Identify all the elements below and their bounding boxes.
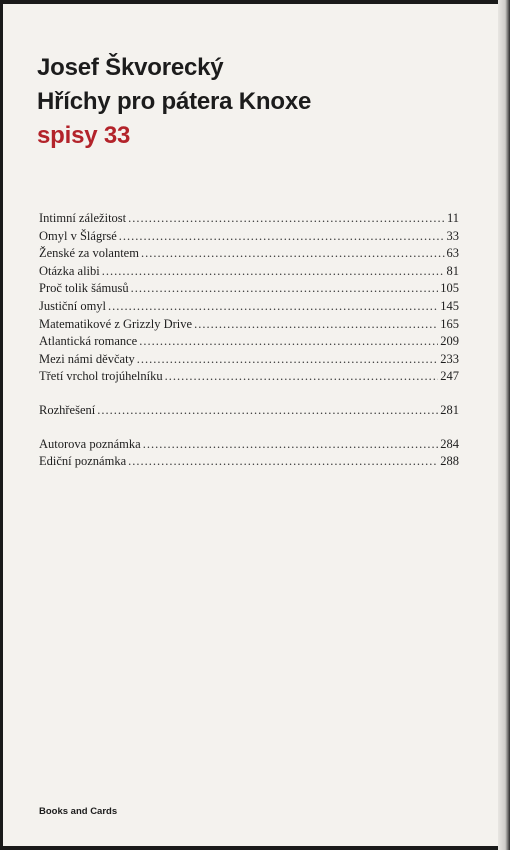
book-title: Hříchy pro pátera Knoxe xyxy=(37,88,312,115)
series-label: spisy 33 xyxy=(37,122,131,149)
toc-entry xyxy=(39,333,459,351)
toc-entry-title: Intimní záležitost xyxy=(39,211,127,225)
toc-entry-title: Otázka alibi xyxy=(39,263,100,278)
publisher-imprint: Books and Cards xyxy=(39,806,118,817)
book-spine-edge xyxy=(498,0,510,850)
toc-entry-page: 81 xyxy=(446,263,459,278)
book-page xyxy=(3,4,498,846)
toc-entry xyxy=(39,280,459,298)
toc-entry xyxy=(39,210,459,228)
toc-leader-dots xyxy=(131,280,439,298)
toc-leader-dots xyxy=(141,245,445,263)
toc-entry-title: Autorova poznámka xyxy=(39,436,141,451)
toc-entry xyxy=(39,436,459,454)
toc-entry-page: 288 xyxy=(440,454,459,469)
toc-entry-page: 209 xyxy=(440,334,459,349)
toc-entry-title: Ediční poznámka xyxy=(39,454,127,469)
toc-entry-page: 145 xyxy=(440,298,459,313)
toc-entry xyxy=(39,298,459,316)
toc-entry-title: Rozhřešení xyxy=(39,402,96,417)
toc-entry xyxy=(39,263,459,281)
toc-leader-dots xyxy=(97,402,438,420)
toc-group-stories xyxy=(39,210,459,386)
toc-entry-page: 284 xyxy=(440,436,459,451)
toc-entry-page: 11 xyxy=(446,211,459,225)
toc-entry xyxy=(39,453,459,471)
toc-entry-page: 105 xyxy=(440,281,459,296)
toc-entry xyxy=(39,351,459,369)
toc-leader-dots xyxy=(108,298,438,316)
table-of-contents xyxy=(39,210,459,487)
toc-entry xyxy=(39,245,459,263)
toc-leader-dots xyxy=(143,436,439,454)
toc-entry-page: 233 xyxy=(440,351,459,366)
toc-leader-dots xyxy=(137,351,438,369)
toc-entry-title: Atlantická romance xyxy=(39,334,138,349)
toc-entry-page: 63 xyxy=(446,246,459,261)
toc-leader-dots xyxy=(128,453,438,471)
toc-entry xyxy=(39,316,459,334)
toc-entry-page: 247 xyxy=(440,369,459,384)
toc-entry-title: Justiční omyl xyxy=(39,298,107,313)
toc-leader-dots xyxy=(102,263,445,281)
toc-entry xyxy=(39,368,459,386)
toc-entry xyxy=(39,402,459,420)
toc-entry-title: Omyl v Šlágrsé xyxy=(39,228,117,243)
toc-leader-dots xyxy=(165,368,439,386)
toc-entry-title: Mezi námi děvčaty xyxy=(39,351,135,366)
toc-entry-page: 281 xyxy=(440,402,459,417)
toc-leader-dots xyxy=(139,333,438,351)
toc-group-solution xyxy=(39,402,459,420)
toc-leader-dots xyxy=(128,210,445,228)
toc-entry-title: Ženské za volantem xyxy=(39,246,139,261)
toc-entry-title: Třetí vrchol trojúhelníku xyxy=(39,369,163,384)
toc-entry-page: 33 xyxy=(446,228,459,243)
toc-entry-title: Proč tolik šámusů xyxy=(39,281,129,296)
toc-leader-dots xyxy=(119,228,445,246)
toc-entry xyxy=(39,228,459,246)
toc-leader-dots xyxy=(194,316,438,334)
toc-group-notes xyxy=(39,436,459,471)
toc-entry-page: 165 xyxy=(440,316,459,331)
toc-entry-title: Matematikové z Grizzly Drive xyxy=(39,316,193,331)
author-name: Josef Škvorecký xyxy=(37,54,224,81)
